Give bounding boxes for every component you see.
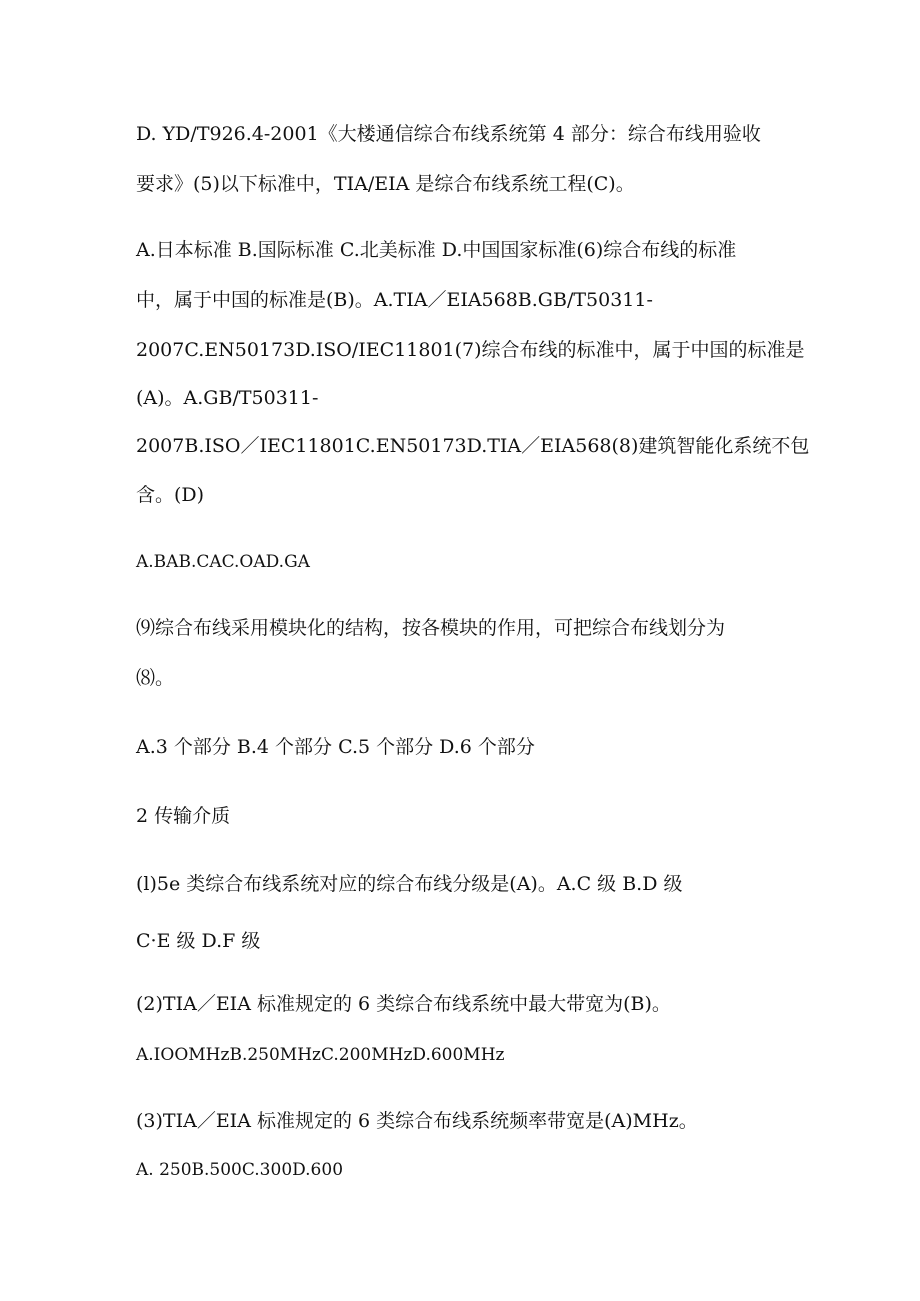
text-line: 要求》(5)以下标准中，TIA/EIA 是综合布线系统工程(C)。 bbox=[136, 173, 635, 195]
text-line: ⑻。 bbox=[136, 667, 175, 689]
text-line: (l)5e 类综合布线系统对应的综合布线分级是(A)。A.C 级 B.D 级 bbox=[136, 873, 683, 895]
text-line: A.3 个部分 B.4 个部分 C.5 个部分 D.6 个部分 bbox=[136, 736, 535, 758]
text-line: A. 250B.500C.300D.600 bbox=[136, 1160, 344, 1180]
text-line: A.BAB.CAC.OAD.GA bbox=[136, 552, 310, 572]
text-line: ⑼综合布线采用模块化的结构，按各模块的作用，可把综合布线划分为 bbox=[136, 617, 726, 639]
text-line: (A)。A.GB/T50311- bbox=[136, 387, 319, 409]
text-line: 含。(D) bbox=[136, 484, 205, 506]
text-line: 2007C.EN50173D.ISO/IEC11801(7)综合布线的标准中，属于中国的标准是 bbox=[136, 339, 805, 361]
text-line: A.日本标准 B.国际标准 C.北美标准 D.中国国家标准(6)综合布线的标准 bbox=[136, 239, 737, 261]
text-line: D. YD/T926.4-2001《大楼通信综合布线系统第 4 部分：综合布线用验收 bbox=[136, 123, 761, 145]
text-line: (2)TIA／EIA 标准规定的 6 类综合布线系统中最大带宽为(B)。 bbox=[136, 993, 671, 1015]
text-line: 2007B.ISO／IEC11801C.EN50173D.TIA／EIA568(8)建筑智能化系统不包 bbox=[136, 435, 810, 457]
text-line: 中，属于中国的标准是(B)。A.TIA／EIA568B.GB/T50311- bbox=[136, 289, 653, 311]
text-line: A.IOOMHzB.250MHzC.200MHzD.600MHz bbox=[136, 1045, 505, 1065]
text-line: (3)TIA／EIA 标准规定的 6 类综合布线系统频率带宽是(A)MHz。 bbox=[136, 1110, 698, 1132]
section-heading: 2 传输介质 bbox=[136, 805, 231, 827]
text-line: C·E 级 D.F 级 bbox=[136, 930, 261, 952]
